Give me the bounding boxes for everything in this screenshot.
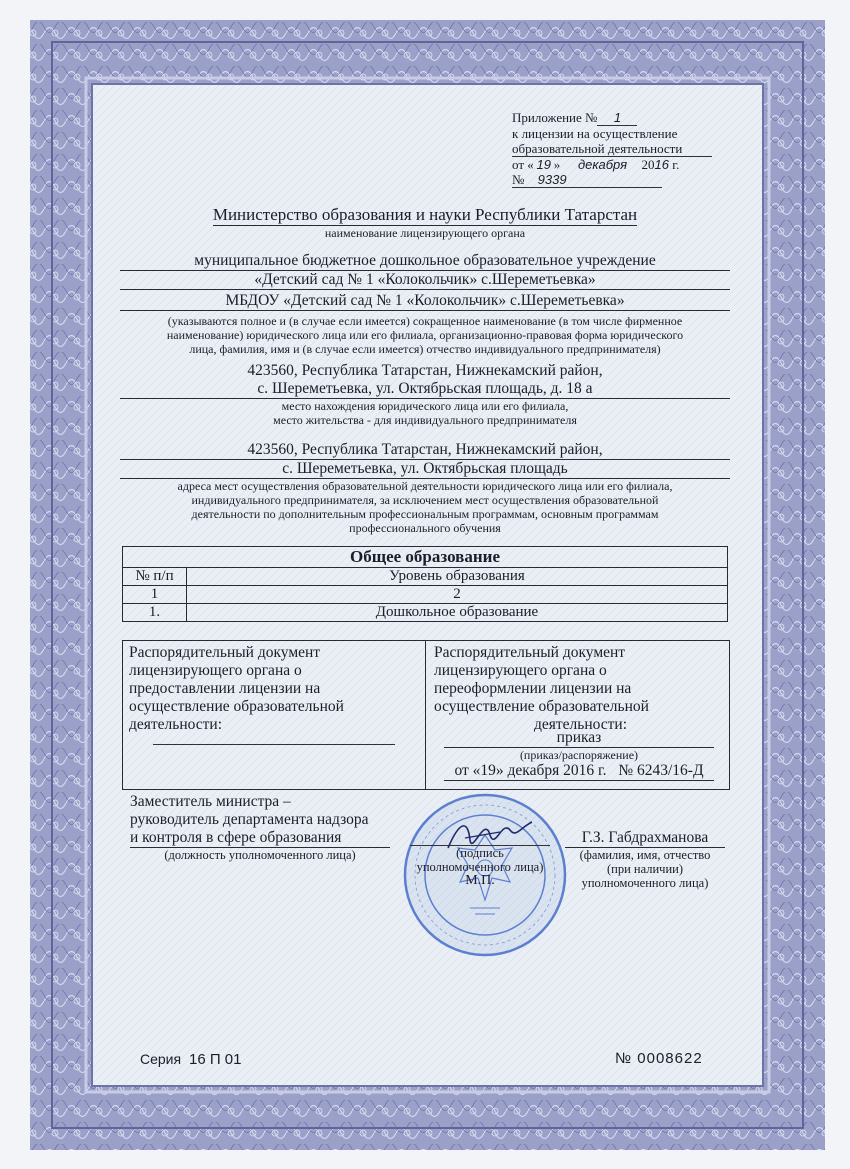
row-number: 1.	[123, 604, 187, 622]
right-order-caption: (приказ/распоряжение)	[519, 748, 639, 762]
annex-day: 19	[536, 157, 551, 172]
left-blank-line	[153, 744, 395, 745]
annex-number: 1	[597, 110, 637, 126]
right-order-type: приказ	[444, 729, 714, 748]
authority-block	[120, 205, 730, 240]
authority-name: Министерство образования и науки Республики Татарстан	[212, 205, 638, 224]
year-prefix: 20	[641, 157, 655, 172]
location-caption-2: место жительства - для индивидуального предпринимателя	[273, 413, 577, 427]
right-order-block	[444, 729, 714, 781]
right-order-number: № 6243/16-Д	[618, 762, 704, 779]
blank-number: № 0008622	[615, 1050, 703, 1067]
series-label: Серия	[140, 1051, 182, 1067]
name-caption-3: уполномоченного лица)	[581, 876, 709, 890]
table-row	[123, 604, 728, 622]
series-value: 16 П 01	[188, 1051, 242, 1068]
activity-caption-2: индивидуального предпринимателя, за исключением мест осуществления образовательной	[191, 493, 659, 507]
stamp-mark: М.П.	[465, 873, 495, 888]
licensee-full-name-2: «Детский сад № 1 «Колокольчик» с.Шереметьевка»	[120, 271, 730, 290]
index-cell-1: 1	[123, 586, 187, 604]
left-text-4: осуществление образовательной	[129, 698, 344, 715]
right-text-3: переоформлении лицензии на	[434, 680, 632, 697]
activity-caption-4: профессионального обучения	[349, 521, 501, 535]
license-number: 9339	[537, 172, 567, 187]
signature-caption-block	[405, 845, 555, 888]
documents-right	[426, 641, 729, 789]
row-level: Дошкольное образование	[187, 604, 728, 622]
signer-name-block	[565, 829, 725, 890]
education-table	[122, 546, 728, 622]
activity-line-1: 423560, Республика Татарстан, Нижнекамский район,	[120, 441, 730, 460]
licensee-caption-3: лица, фамилия, имя и (в случае если имеется) отчество индивидуального предпринимателя)	[189, 342, 661, 356]
right-text-1: Распорядительный документ	[434, 644, 626, 661]
right-order-date: от «19» декабря 2016 г.	[454, 762, 607, 779]
name-caption-2: (при наличии)	[606, 862, 684, 876]
education-table-title: Общее образование	[123, 547, 728, 568]
activity-caption-1: адреса мест осуществления образовательной деятельности юридического лица или его филиала,	[177, 479, 673, 493]
licensee-full-name-1: муниципальное бюджетное дошкольное образовательное учреждение	[120, 252, 730, 271]
activity-address-block	[120, 441, 730, 535]
licensee-caption-2: наименование) юридического лица или его филиала, организационно-правовая форма юридического	[166, 328, 684, 342]
left-text-2: лицензирующего органа о	[129, 662, 302, 679]
location-block	[120, 362, 730, 427]
location-line-2: с. Шереметьевка, ул. Октябрьская площадь, д. 18 а	[120, 380, 730, 399]
annex-line-2: к лицензии на осуществление	[512, 126, 678, 141]
name-caption-1: (фамилия, имя, отчество	[579, 848, 711, 862]
right-text-5: деятельности:	[534, 716, 628, 733]
documents-left	[123, 641, 426, 789]
location-line-1: 423560, Республика Татарстан, Нижнекамский район,	[247, 362, 603, 379]
position-line-1: Заместитель министра –	[130, 793, 291, 810]
left-text-3: предоставлении лицензии на	[129, 680, 321, 697]
left-text-5: деятельности:	[129, 716, 223, 733]
date-from-label: от «	[512, 157, 534, 172]
series-block	[140, 1051, 241, 1068]
licensee-block	[120, 252, 730, 356]
authority-caption: наименование лицензирующего органа	[324, 226, 526, 240]
position-caption: (должность уполномоченного лица)	[164, 848, 356, 862]
table-index-row	[123, 586, 728, 604]
position-block	[130, 793, 390, 862]
documents-block	[122, 640, 730, 790]
signer-name: Г.З. Габдрахманова	[565, 829, 725, 848]
position-line-2: руководитель департамента надзора	[130, 811, 369, 828]
date-mid: »	[553, 157, 561, 172]
header-level: Уровень образования	[187, 568, 728, 586]
annex-line-3: образовательной деятельности	[512, 141, 712, 157]
activity-caption-3: деятельности по дополнительным профессиональным программам, основным программам	[191, 507, 659, 521]
licensee-short-name: МБДОУ «Детский сад № 1 «Колокольчик» с.Шереметьевка»	[120, 292, 730, 311]
left-text-1: Распорядительный документ	[129, 644, 321, 661]
sign-caption-1: (подпись	[410, 845, 550, 860]
right-text-2: лицензирующего органа о	[434, 662, 607, 679]
location-caption-1: место нахождения юридического лица или его филиала,	[281, 399, 569, 413]
table-header-row	[123, 568, 728, 586]
position-line-3: и контроля в сфере образования	[130, 829, 390, 848]
right-text-4: осуществление образовательной	[434, 698, 649, 715]
annex-header	[512, 110, 712, 188]
annex-month: декабря	[577, 157, 628, 172]
activity-line-2: с. Шереметьевка, ул. Октябрьская площадь	[120, 460, 730, 479]
sign-caption-2: уполномоченного лица)	[416, 860, 544, 874]
year-end: г.	[672, 157, 680, 172]
licensee-caption-1: (указываются полное и (в случае если имеется) сокращенное наименование (в том числе фирменное	[167, 314, 683, 328]
license-num-label: №	[512, 172, 525, 187]
index-cell-2: 2	[187, 586, 728, 604]
header-number: № п/п	[123, 568, 187, 586]
annex-prefix: Приложение №	[512, 110, 598, 125]
year-suffix: 16	[654, 157, 669, 172]
